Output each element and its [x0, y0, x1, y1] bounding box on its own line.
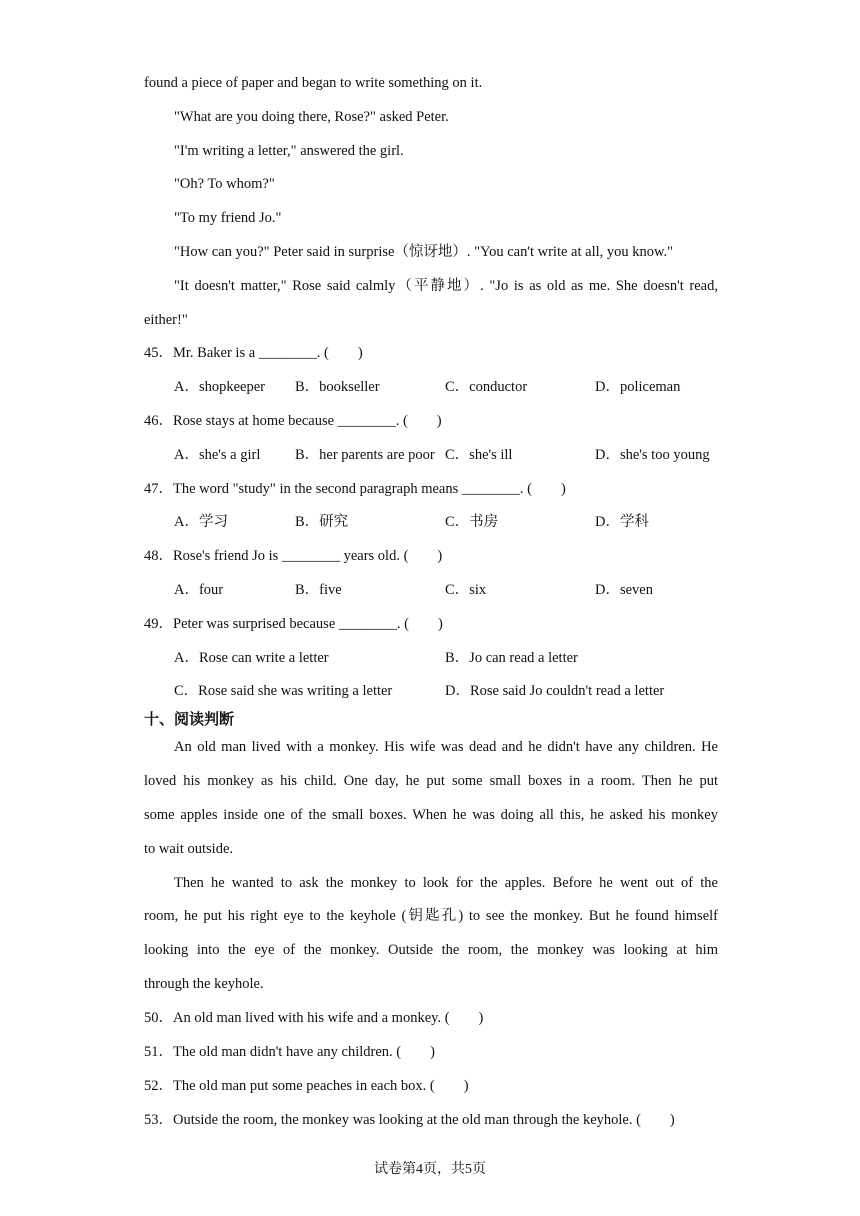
passage-line: looking into the eye of the monkey. Outside the room, the monkey was looking at him	[144, 942, 718, 958]
question-stem: 48．Rose's friend Jo is ________ years old. ( )	[144, 548, 443, 564]
story-paragraph: either!"	[144, 312, 188, 328]
passage-line: room, he put his right eye to the keyhole (钥匙孔) to see the monkey. But he found himself	[144, 908, 718, 924]
option-d[interactable]: D．学科	[595, 514, 649, 530]
judgment-item: 50．An old man lived with his wife and a monkey. ( )	[144, 1010, 484, 1026]
judgment-item: 51．The old man didn't have any children. ( )	[144, 1044, 435, 1060]
section-title: 十、阅读判断	[144, 710, 235, 728]
story-paragraph: "I'm writing a letter," answered the girl.	[174, 143, 404, 159]
judgment-item: 53．Outside the room, the monkey was looking at the old man through the keyhole. ( )	[144, 1112, 675, 1128]
option-c[interactable]: C．she's ill	[445, 447, 513, 463]
option-c[interactable]: C．six	[445, 582, 487, 598]
option-d[interactable]: D．policeman	[595, 379, 681, 395]
option-a[interactable]: A．she's a girl	[174, 447, 261, 463]
passage-line: to wait outside.	[144, 841, 234, 857]
option-b[interactable]: B．five	[295, 582, 342, 598]
option-c[interactable]: C．Rose said she was writing a letter	[174, 683, 393, 699]
option-d[interactable]: D．Rose said Jo couldn't read a letter	[445, 683, 665, 699]
question-stem: 45．Mr. Baker is a ________. ( )	[144, 345, 363, 361]
option-b[interactable]: B．her parents are poor	[295, 447, 435, 463]
option-b[interactable]: B．bookseller	[295, 379, 380, 395]
option-d[interactable]: D．she's too young	[595, 447, 710, 463]
passage-line: loved his monkey as his child. One day, he put some small boxes in a room. Then he put	[144, 773, 718, 789]
question-stem: 46．Rose stays at home because ________. ( )	[144, 413, 442, 429]
judgment-item: 52．The old man put some peaches in each box. ( )	[144, 1078, 469, 1094]
option-a[interactable]: A．学习	[174, 514, 228, 530]
passage-line: Then he wanted to ask the monkey to look for the apples. Before he went out of the	[174, 875, 718, 891]
option-c[interactable]: C．conductor	[445, 379, 528, 395]
passage-line: some apples inside one of the small boxes. When he was doing all this, he asked his monkey	[144, 807, 718, 823]
page-footer: 试卷第4页，共5页	[374, 1162, 486, 1177]
passage-line: through the keyhole.	[144, 976, 264, 992]
question-stem: 47．The word "study" in the second paragraph means ________. ( )	[144, 481, 566, 497]
story-paragraph: "It doesn't matter," Rose said calmly（平静地）. "Jo is as old as me. She doesn't read,	[174, 278, 718, 294]
option-b[interactable]: B．Jo can read a letter	[445, 650, 578, 666]
option-a[interactable]: A．four	[174, 582, 224, 598]
question-stem: 49．Peter was surprised because ________. ( )	[144, 616, 443, 632]
story-paragraph: "How can you?" Peter said in surprise（惊讶地）. "You can't write at all, you know."	[174, 244, 674, 260]
option-b[interactable]: B．研究	[295, 514, 349, 530]
option-d[interactable]: D．seven	[595, 582, 653, 598]
option-a[interactable]: A．shopkeeper	[174, 379, 266, 395]
passage-line: An old man lived with a monkey. His wife was dead and he didn't have any children. He	[174, 739, 718, 755]
story-paragraph: "Oh? To whom?"	[174, 176, 275, 192]
story-paragraph: "To my friend Jo."	[174, 210, 282, 226]
story-paragraph: found a piece of paper and began to write something on it.	[144, 75, 483, 91]
option-c[interactable]: C．书房	[445, 514, 499, 530]
story-paragraph: "What are you doing there, Rose?" asked Peter.	[174, 109, 449, 125]
option-a[interactable]: A．Rose can write a letter	[174, 650, 329, 666]
